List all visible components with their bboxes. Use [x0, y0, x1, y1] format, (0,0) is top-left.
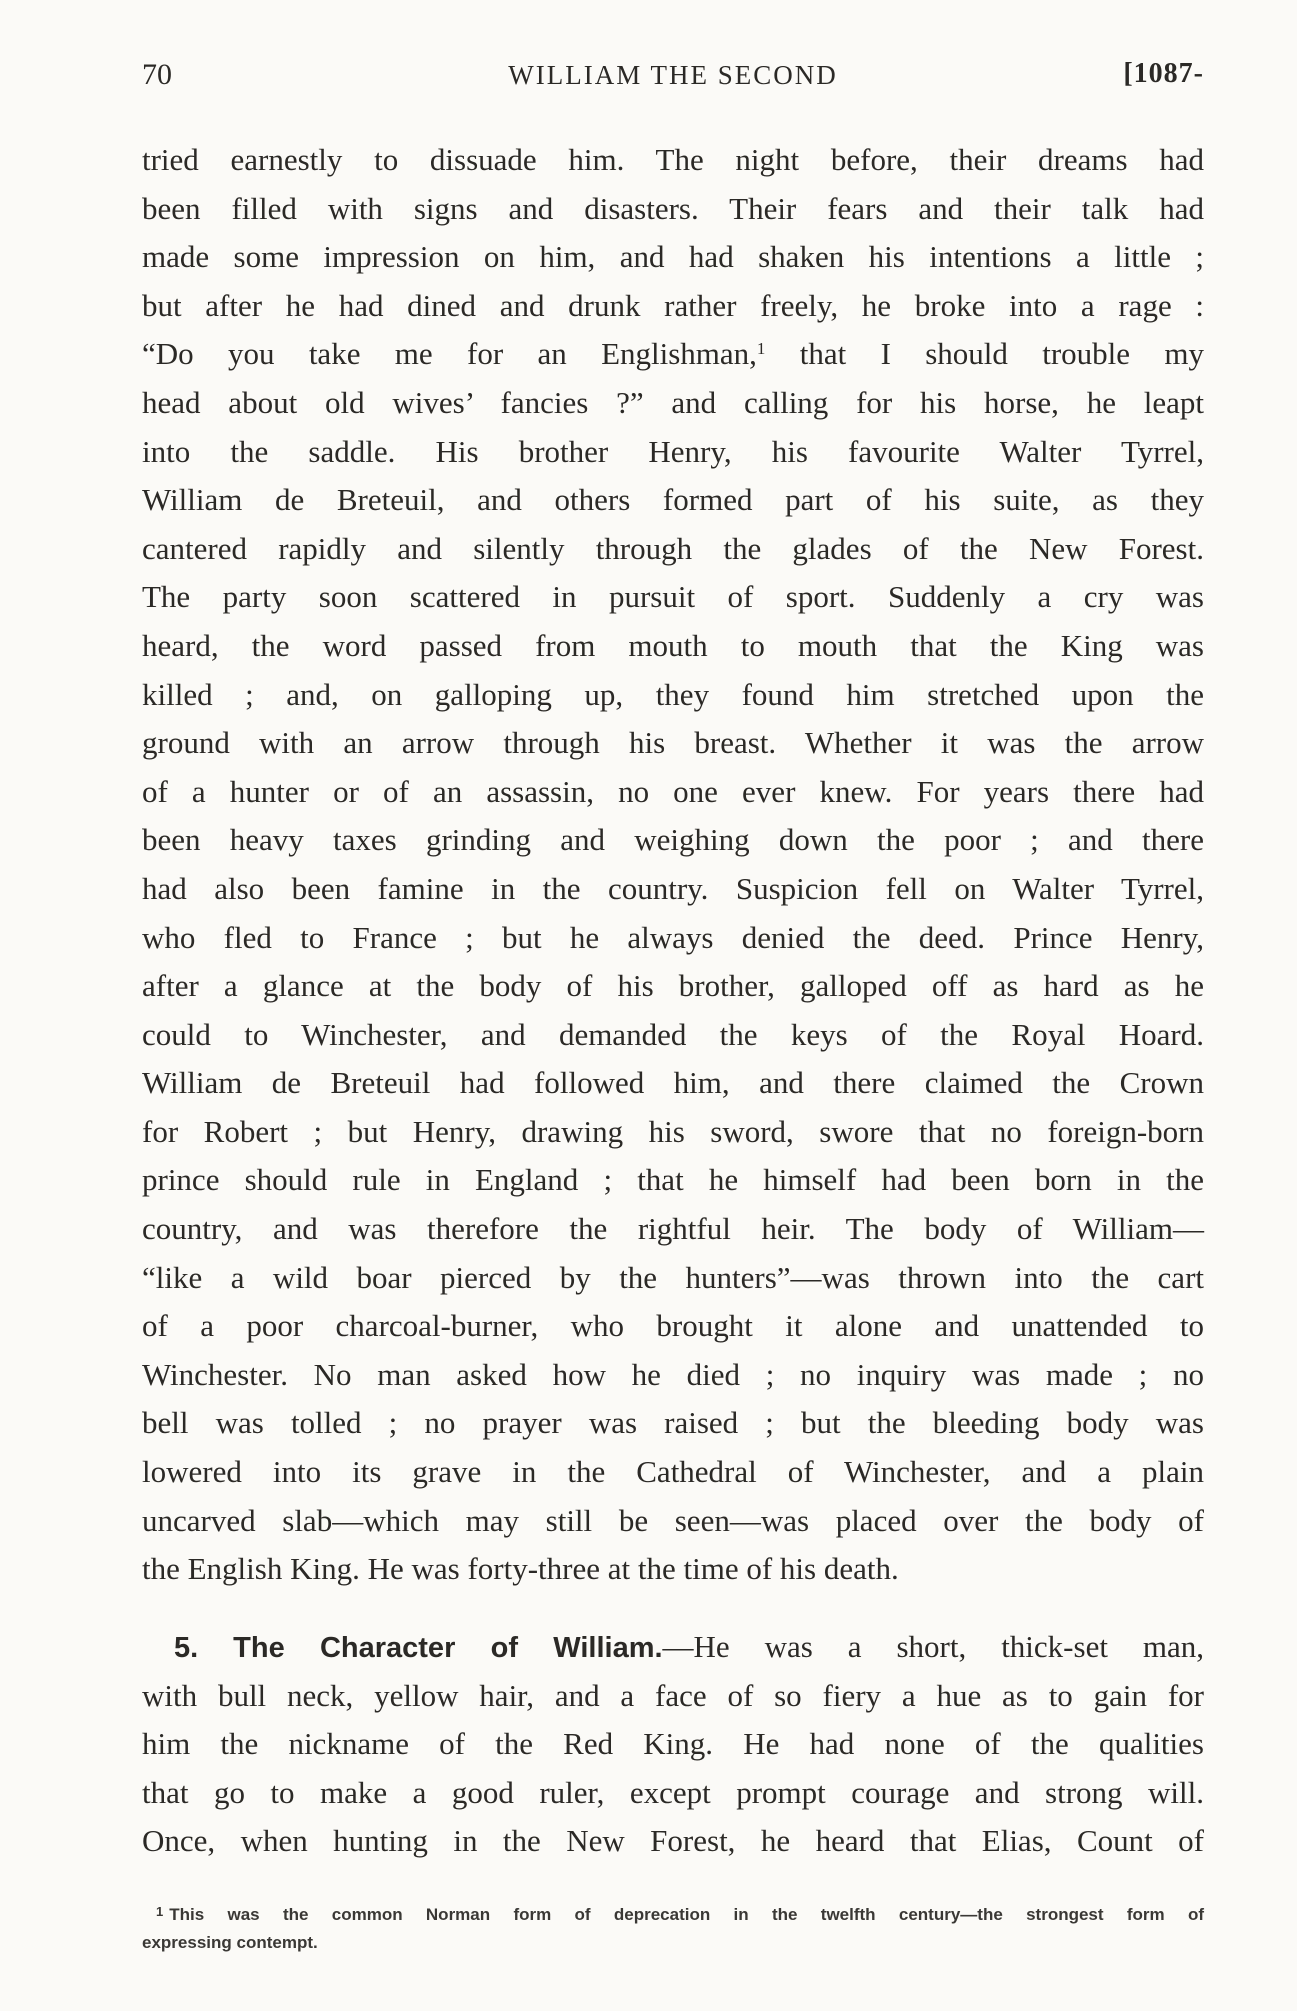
- text-segment: “Do you take me for an Englishman,: [142, 336, 757, 372]
- text-line: heard, the word passed from mouth to mouth that the King was: [142, 627, 1204, 663]
- text-line: William de Breteuil had followed him, and there claimed the Crown: [142, 1065, 1204, 1101]
- text-line: Once, when hunting in the New Forest, he heard that Elias, Count of: [142, 1823, 1204, 1859]
- footnote-reference[interactable]: 1: [756, 339, 766, 359]
- text-line: with bull neck, yellow hair, and a face of so fiery a hue as to gain for: [142, 1677, 1204, 1713]
- text-line: lowered into its grave in the Cathedral of Winchester, and a plain: [142, 1454, 1204, 1490]
- text-line: after a glance at the body of his brother, galloped off as hard as he: [142, 968, 1204, 1004]
- text-line: “like a wild boar pierced by the hunters”—was thrown into the cart: [142, 1259, 1204, 1295]
- text-line: who fled to France ; but he always denied the deed. Prince Henry,: [142, 919, 1204, 955]
- text-line: had also been famine in the country. Suspicion fell on Walter Tyrrel,: [142, 870, 1204, 906]
- text-line: cantered rapidly and silently through the glades of the New Forest.: [142, 530, 1204, 566]
- section-heading-line: [142, 1623, 1204, 1672]
- running-title: WILLIAM THE SECOND: [508, 60, 838, 90]
- footnote-marker: 1: [156, 1904, 164, 1919]
- text-line: of a poor charcoal-burner, who brought it alone and unattended to: [142, 1308, 1204, 1344]
- text-line: that go to make a good ruler, except prompt courage and strong will.: [142, 1774, 1204, 1810]
- text-line: into the saddle. His brother Henry, his favourite Walter Tyrrel,: [142, 433, 1204, 469]
- text-line: Winchester. No man asked how he died ; no inquiry was made ; no: [142, 1356, 1204, 1392]
- footnote-line: [142, 1898, 1204, 1929]
- page-header: [142, 58, 1204, 98]
- section-title: The Character of William.: [233, 1632, 663, 1664]
- text-line: The party soon scattered in pursuit of sport. Suddenly a cry was: [142, 579, 1204, 615]
- text-line: killed ; and, on galloping up, they found him stretched upon the: [142, 676, 1204, 712]
- text-line: been heavy taxes grinding and weighing down the poor ; and there: [142, 822, 1204, 858]
- text-line: been filled with signs and disasters. Their fears and their talk had: [142, 190, 1204, 226]
- text-line: of a hunter or of an assassin, no one ever knew. For years there had: [142, 773, 1204, 809]
- text-line: made some impression on him, and had shaken his intentions a little ;: [142, 239, 1204, 275]
- footnote: [142, 1898, 1204, 1957]
- page-number: 70: [142, 58, 172, 91]
- text-segment: —He was a short, thick-set man,: [662, 1629, 1205, 1664]
- text-segment: that I should trouble my: [765, 336, 1205, 372]
- text-line: bell was tolled ; no prayer was raised ; but the bleeding body was: [142, 1405, 1204, 1441]
- text-line-with-footnote: [142, 330, 1204, 379]
- text-line: ground with an arrow through his breast. Whether it was the arrow: [142, 725, 1204, 761]
- text-line: but after he had dined and drunk rather freely, he broke into a rage :: [142, 287, 1204, 323]
- text-line: head about old wives’ fancies ?” and calling for his horse, he leapt: [142, 384, 1204, 420]
- text-line: tried earnestly to dissuade him. The night before, their dreams had: [142, 142, 1204, 177]
- text-line: uncarved slab—which may still be seen—was placed over the body of: [142, 1502, 1204, 1538]
- text-line: country, and was therefore the rightful heir. The body of William—: [142, 1211, 1204, 1247]
- section-character-of-william: [142, 1623, 1204, 1866]
- text-line: could to Winchester, and demanded the keys of the Royal Hoard.: [142, 1016, 1204, 1052]
- paragraph-death-of-william: [142, 136, 1204, 1594]
- text-line: him the nickname of the Red King. He had none of the qualities: [142, 1726, 1204, 1762]
- text-line: prince should rule in England ; that he himself had been born in the: [142, 1162, 1204, 1198]
- text-line: the English King. He was forty-three at the time of his death.: [142, 1551, 899, 1587]
- date-mark: [1087-: [1123, 58, 1204, 89]
- text-line: for Robert ; but Henry, drawing his sword, swore that no foreign-born: [142, 1113, 1204, 1149]
- footnote-text: This was the common Norman form of deprecation in the twelfth century—the strongest form of: [169, 1905, 1204, 1924]
- footnote-line: expressing contempt.: [142, 1933, 318, 1952]
- section-number: 5.: [174, 1632, 199, 1664]
- text-line: William de Breteuil, and others formed part of his suite, as they: [142, 482, 1204, 518]
